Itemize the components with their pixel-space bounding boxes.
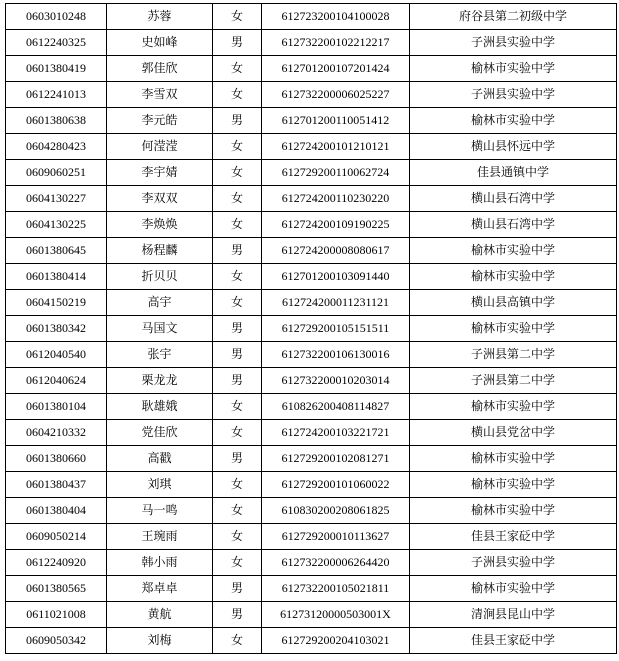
student-name-cell: 刘梅	[107, 628, 213, 654]
school-cell: 清涧县昆山中学	[410, 602, 617, 628]
school-cell: 榆林市实验中学	[410, 394, 617, 420]
student-name-cell: 史如峰	[107, 30, 213, 56]
id-number-cell: 612732200105021811	[262, 576, 410, 602]
exam-number-cell: 0612241013	[6, 82, 107, 108]
gender-cell: 女	[213, 420, 262, 446]
school-cell: 榆林市实验中学	[410, 56, 617, 82]
student-name-cell: 马国文	[107, 316, 213, 342]
table-row	[6, 82, 617, 108]
table-row	[6, 316, 617, 342]
student-name-cell: 李双双	[107, 186, 213, 212]
gender-cell: 女	[213, 212, 262, 238]
exam-number-cell: 0601380342	[6, 316, 107, 342]
exam-number-cell: 0609060251	[6, 160, 107, 186]
table-row	[6, 264, 617, 290]
gender-cell: 女	[213, 4, 262, 30]
gender-cell: 女	[213, 394, 262, 420]
id-number-cell: 612723200104100028	[262, 4, 410, 30]
gender-cell: 女	[213, 524, 262, 550]
exam-number-cell: 0604210332	[6, 420, 107, 446]
exam-number-cell: 0601380404	[6, 498, 107, 524]
school-cell: 横山县党岔中学	[410, 420, 617, 446]
roster-body	[6, 4, 617, 654]
table-row	[6, 394, 617, 420]
exam-number-cell: 0612040624	[6, 368, 107, 394]
table-row	[6, 576, 617, 602]
school-cell: 榆林市实验中学	[410, 576, 617, 602]
student-name-cell: 马一鸣	[107, 498, 213, 524]
student-name-cell: 张宇	[107, 342, 213, 368]
id-number-cell: 612724200008080617	[262, 238, 410, 264]
exam-number-cell: 0601380638	[6, 108, 107, 134]
student-name-cell: 王琬雨	[107, 524, 213, 550]
student-name-cell: 李元皓	[107, 108, 213, 134]
exam-number-cell: 0601380645	[6, 238, 107, 264]
student-name-cell: 折贝贝	[107, 264, 213, 290]
student-name-cell: 高戳	[107, 446, 213, 472]
student-name-cell: 郑卓卓	[107, 576, 213, 602]
table-row	[6, 290, 617, 316]
id-number-cell: 61273120000503001X	[262, 602, 410, 628]
exam-number-cell: 0612240325	[6, 30, 107, 56]
table-row	[6, 30, 617, 56]
id-number-cell: 612732200106130016	[262, 342, 410, 368]
id-number-cell: 612729200101060022	[262, 472, 410, 498]
student-name-cell: 党佳欣	[107, 420, 213, 446]
student-name-cell: 李雪双	[107, 82, 213, 108]
exam-number-cell: 0612240920	[6, 550, 107, 576]
gender-cell: 女	[213, 472, 262, 498]
id-number-cell: 612724200109190225	[262, 212, 410, 238]
gender-cell: 女	[213, 498, 262, 524]
student-name-cell: 栗龙龙	[107, 368, 213, 394]
id-number-cell: 612732200006025227	[262, 82, 410, 108]
id-number-cell: 612724200103221721	[262, 420, 410, 446]
exam-number-cell: 0601380414	[6, 264, 107, 290]
student-name-cell: 苏蓉	[107, 4, 213, 30]
id-number-cell: 612729200204103021	[262, 628, 410, 654]
table-row	[6, 498, 617, 524]
exam-number-cell: 0601380104	[6, 394, 107, 420]
id-number-cell: 612724200110230220	[262, 186, 410, 212]
student-name-cell: 郭佳欣	[107, 56, 213, 82]
table-row	[6, 56, 617, 82]
school-cell: 子洲县实验中学	[410, 82, 617, 108]
exam-number-cell: 0609050214	[6, 524, 107, 550]
school-cell: 榆林市实验中学	[410, 472, 617, 498]
table-row	[6, 550, 617, 576]
student-name-cell: 韩小雨	[107, 550, 213, 576]
student-name-cell: 杨程麟	[107, 238, 213, 264]
student-name-cell: 高宇	[107, 290, 213, 316]
table-row	[6, 446, 617, 472]
gender-cell: 男	[213, 602, 262, 628]
table-row	[6, 628, 617, 654]
school-cell: 佳县王家砭中学	[410, 628, 617, 654]
id-number-cell: 612724200101210121	[262, 134, 410, 160]
exam-number-cell: 0604150219	[6, 290, 107, 316]
school-cell: 榆林市实验中学	[410, 316, 617, 342]
school-cell: 横山县石湾中学	[410, 212, 617, 238]
gender-cell: 女	[213, 160, 262, 186]
table-row	[6, 4, 617, 30]
school-cell: 榆林市实验中学	[410, 498, 617, 524]
gender-cell: 女	[213, 628, 262, 654]
id-number-cell: 612729200105151511	[262, 316, 410, 342]
school-cell: 榆林市实验中学	[410, 108, 617, 134]
id-number-cell: 612729200010113627	[262, 524, 410, 550]
gender-cell: 女	[213, 290, 262, 316]
gender-cell: 女	[213, 186, 262, 212]
id-number-cell: 612701200107201424	[262, 56, 410, 82]
gender-cell: 男	[213, 238, 262, 264]
school-cell: 子洲县第二中学	[410, 342, 617, 368]
gender-cell: 女	[213, 56, 262, 82]
school-cell: 佳县王家砭中学	[410, 524, 617, 550]
table-row	[6, 342, 617, 368]
student-name-cell: 刘琪	[107, 472, 213, 498]
gender-cell: 女	[213, 550, 262, 576]
id-number-cell: 612724200011231121	[262, 290, 410, 316]
id-number-cell: 612729200102081271	[262, 446, 410, 472]
student-name-cell: 何滢滢	[107, 134, 213, 160]
exam-number-cell: 0601380419	[6, 56, 107, 82]
id-number-cell: 612732200006264420	[262, 550, 410, 576]
school-cell: 榆林市实验中学	[410, 446, 617, 472]
exam-number-cell: 0611021008	[6, 602, 107, 628]
id-number-cell: 610830200208061825	[262, 498, 410, 524]
gender-cell: 男	[213, 576, 262, 602]
school-cell: 子洲县实验中学	[410, 550, 617, 576]
exam-number-cell: 0601380437	[6, 472, 107, 498]
table-row	[6, 368, 617, 394]
gender-cell: 女	[213, 264, 262, 290]
school-cell: 榆林市实验中学	[410, 238, 617, 264]
table-row	[6, 420, 617, 446]
school-cell: 横山县怀远中学	[410, 134, 617, 160]
table-row	[6, 212, 617, 238]
gender-cell: 女	[213, 82, 262, 108]
gender-cell: 女	[213, 134, 262, 160]
student-name-cell: 耿雄娥	[107, 394, 213, 420]
id-number-cell: 612729200110062724	[262, 160, 410, 186]
exam-number-cell: 0604130227	[6, 186, 107, 212]
id-number-cell: 612701200103091440	[262, 264, 410, 290]
exam-number-cell: 0612040540	[6, 342, 107, 368]
table-row	[6, 160, 617, 186]
id-number-cell: 610826200408114827	[262, 394, 410, 420]
school-cell: 佳县通镇中学	[410, 160, 617, 186]
table-row	[6, 238, 617, 264]
exam-number-cell: 0603010248	[6, 4, 107, 30]
gender-cell: 男	[213, 108, 262, 134]
gender-cell: 男	[213, 368, 262, 394]
gender-cell: 男	[213, 30, 262, 56]
gender-cell: 男	[213, 342, 262, 368]
table-row	[6, 602, 617, 628]
id-number-cell: 612732200010203014	[262, 368, 410, 394]
id-number-cell: 612732200102212217	[262, 30, 410, 56]
student-name-cell: 李宇婧	[107, 160, 213, 186]
table-row	[6, 108, 617, 134]
exam-number-cell: 0604280423	[6, 134, 107, 160]
student-name-cell: 黄航	[107, 602, 213, 628]
student-roster-table	[5, 3, 617, 654]
school-cell: 子洲县实验中学	[410, 30, 617, 56]
exam-number-cell: 0601380660	[6, 446, 107, 472]
table-row	[6, 186, 617, 212]
school-cell: 横山县石湾中学	[410, 186, 617, 212]
exam-number-cell: 0609050342	[6, 628, 107, 654]
table-row	[6, 134, 617, 160]
student-name-cell: 李焕焕	[107, 212, 213, 238]
id-number-cell: 612701200110051412	[262, 108, 410, 134]
school-cell: 榆林市实验中学	[410, 264, 617, 290]
gender-cell: 男	[213, 316, 262, 342]
exam-number-cell: 0601380565	[6, 576, 107, 602]
table-row	[6, 472, 617, 498]
exam-number-cell: 0604130225	[6, 212, 107, 238]
gender-cell: 男	[213, 446, 262, 472]
school-cell: 府谷县第二初级中学	[410, 4, 617, 30]
school-cell: 横山县高镇中学	[410, 290, 617, 316]
school-cell: 子洲县第二中学	[410, 368, 617, 394]
table-row	[6, 524, 617, 550]
